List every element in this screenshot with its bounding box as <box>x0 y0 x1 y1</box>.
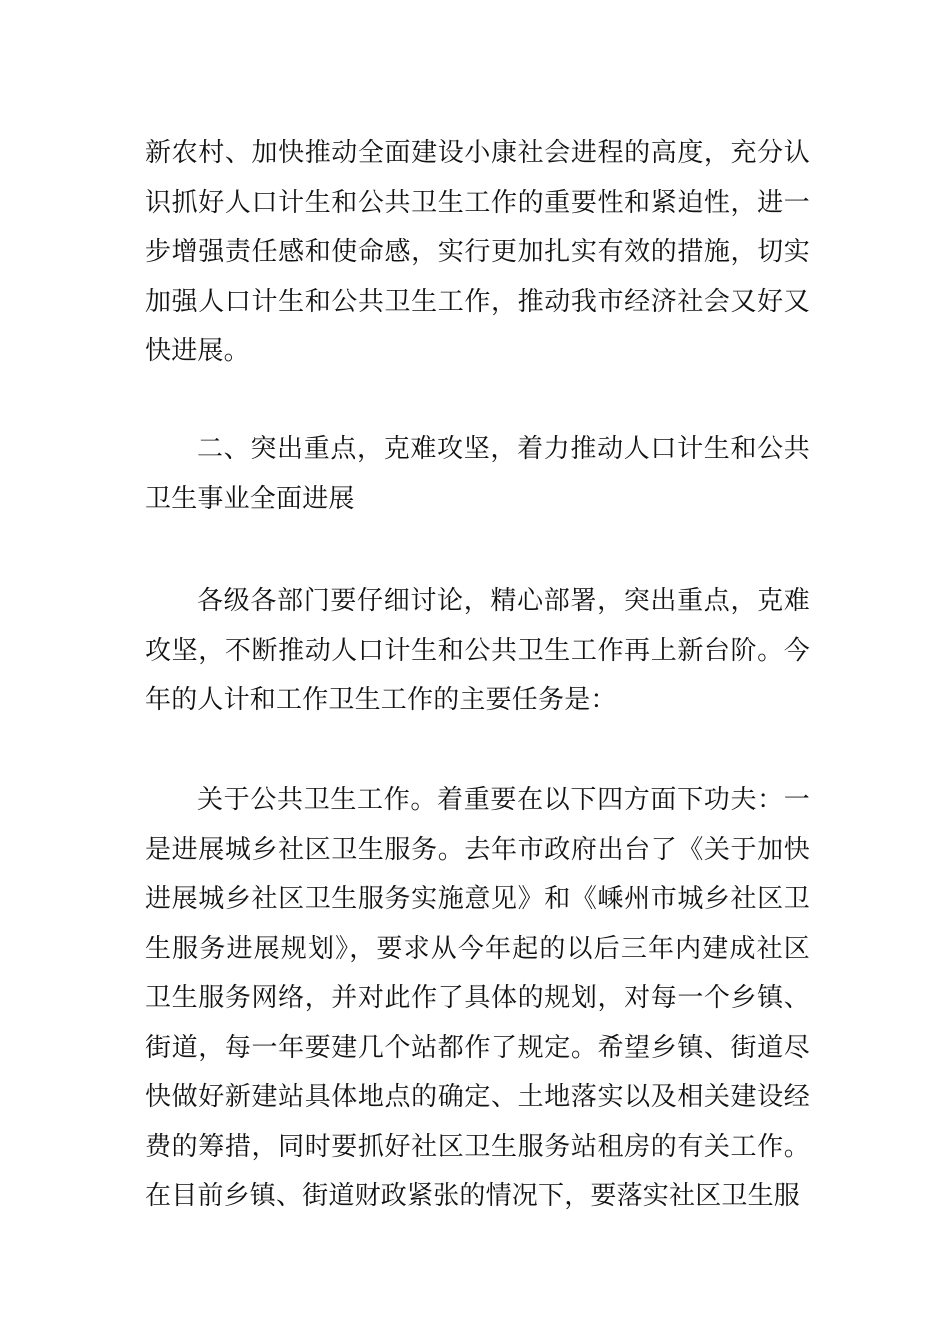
paragraph-intro: 各级各部门要仔细讨论，精心部署，突出重点，克难攻坚，不断推动人口计生和公共卫生工作再上新台阶。今年的人计和工作卫生工作的主要任务是： <box>145 586 810 715</box>
paragraph-public-health: 关于公共卫生工作。着重要在以下四方面下功夫：一是进展城乡社区卫生服务。去年市政府出台了《关于加快进展城乡社区卫生服务实施意见》和《嵊州市城乡社区卫生服务进展规划》，要求从今年起的以后三年内建成社区卫生服务网络，并对此作了具体的规划，对每一个乡镇、街道，每一年要建几个站都作了规定。希望乡镇、街道尽快做好新建站具体地点的确定、土地落实以及相关建设经费的筹措，同时要抓好社区卫生服务站租房的有关工作。在目前乡镇、街道财政紧张的情况下，要落实社区卫生服 <box>145 785 810 1211</box>
section-heading: 二、突出重点，克难攻坚，着力推动人口计生和公共卫生事业全面进展 <box>145 434 810 514</box>
paragraph-continuation: 新农村、加快推动全面建设小康社会进程的高度，充分认识抓好人口计生和公共卫生工作的重要性和紧迫性，进一步增强责任感和使命感，实行更加扎实有效的措施，切实加强人口计生和公共卫生工作，推动我市经济社会又好又快进展。 <box>145 138 810 366</box>
